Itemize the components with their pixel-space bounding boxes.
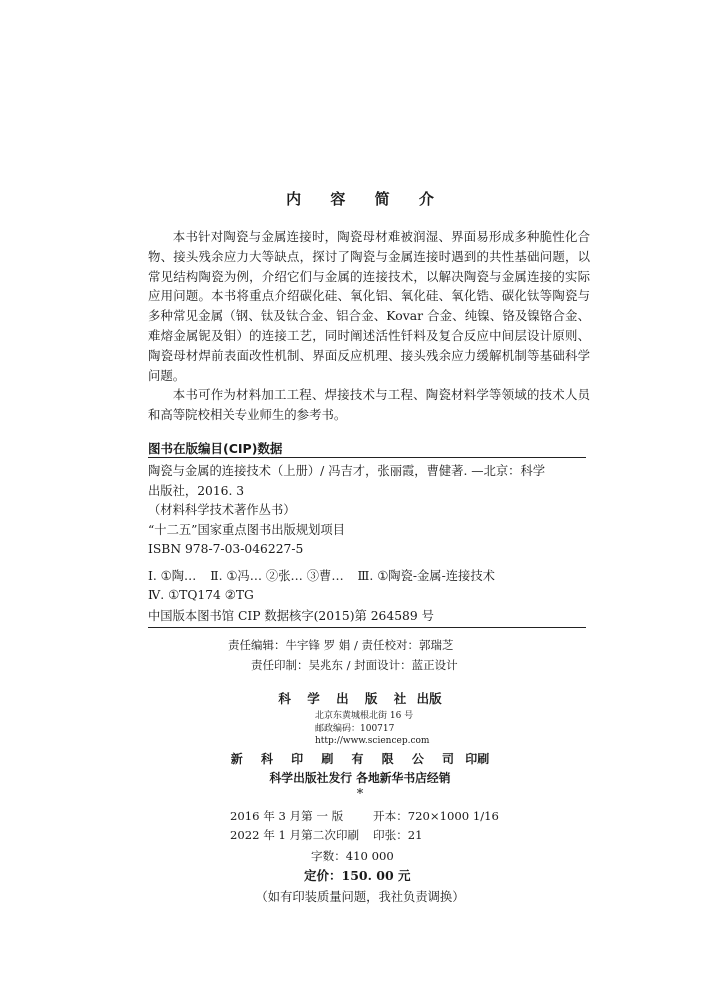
printer-suffix: 印刷 — [461, 752, 490, 766]
distribution-line: 科学出版社发行 各地新华书店经销 — [269, 771, 451, 785]
printer-name: 新 科 印 刷 有 限 公 司 — [230, 752, 462, 766]
price: 定价：150. 00 元 — [304, 868, 411, 883]
cip-title-line: 陶瓷与金属的连接技术（上册）/ 冯吉才，张丽霞，曹健著. —北京：科学 — [148, 464, 546, 478]
cip-series-line: （材料科学技术著作丛书） — [148, 503, 296, 517]
edition-second: 2022 年 1 月第二次印刷 — [230, 828, 360, 842]
cip-classification-line — [148, 567, 588, 587]
publisher-name: 科 学 出 版 社 — [278, 691, 413, 706]
cip-top-rule — [148, 457, 586, 458]
summary-paragraph-2: 本书可作为材料加工工程、焊接技术与工程、陶瓷材料学等领域的技术人员和高等院校相关专业师生的参考书。 — [148, 387, 590, 423]
cip-classification-line-2: Ⅳ. ①TQ174 ②TG — [148, 588, 254, 602]
publisher-url: http://www.sciencep.com — [315, 736, 430, 746]
editor-credits: 责任编辑：牛宇锋 罗 娟 / 责任校对：郭瑞芝 — [228, 638, 454, 652]
summary-title: 内 容 简 介 — [286, 190, 446, 208]
summary-paragraph-1: 本书针对陶瓷与金属连接时，陶瓷母材难被润湿、界面易形成多种脆性化合物、接头残余应力大等缺点，探讨了陶瓷与金属连接时遇到的共性基础问题，以常见结构陶瓷为例，介绍它们与金属的连接技术，以解决陶瓷与金属连接的实际应用问题。本书将重点介绍碳化硅、氧化铝、氧化硅、氧化锆、碳化钛等陶瓷与多种常见金属（钢、钛及钛合金、铝合金、Kovar 合金、纯镍、铬及镍铬合金、难熔金属铌及钼）的连接工艺，同时阐述活性钎料及复合反应中间层设计原则、陶瓷母材焊前表面改性机制、界面反应机理、接头残余应力缓解机制等基础科学问题。 — [148, 229, 590, 383]
cip-bottom-rule — [148, 627, 586, 628]
cip-class-1: Ⅰ. ①陶… — [148, 568, 197, 583]
cip-gap — [148, 560, 588, 567]
cip-record — [148, 462, 588, 606]
quality-note: （如有印装质量问题，我社负责调换） — [255, 890, 465, 904]
publisher-address: 北京东黄城根北街 16 号 — [315, 711, 414, 721]
edition-sheets: 印张：21 — [373, 828, 423, 842]
cip-class-3: Ⅲ. ①陶瓷-金属-连接技术 — [357, 568, 495, 583]
cip-publisher-line: 出版社，2016. 3 — [148, 483, 245, 498]
summary-block — [148, 227, 590, 425]
cip-isbn-line: ISBN 978-7-03-046227-5 — [148, 542, 304, 556]
publisher-postcode: 邮政编码：100717 — [315, 723, 395, 734]
edition-first: 2016 年 3 月第 一 版 — [230, 809, 344, 823]
publisher-address-block — [315, 710, 429, 748]
cip-data-number: 中国版本图书馆 CIP 数据核字(2015)第 264589 号 — [148, 609, 434, 623]
production-credits: 责任印制：吴兆东 / 封面设计：蓝正设计 — [251, 658, 458, 672]
cip-heading: 图书在版编目(CIP)数据 — [148, 441, 283, 456]
publisher-suffix: 出版 — [412, 691, 442, 706]
edition-format: 开本：720×1000 1/16 — [373, 809, 499, 823]
edition-words: 字数：410 000 — [311, 849, 394, 863]
publisher-line — [0, 689, 720, 707]
separator-star: * — [356, 787, 364, 802]
printer-line — [0, 750, 720, 767]
cip-project-line: “十二五”国家重点图书出版规划项目 — [148, 522, 346, 537]
cip-class-2: Ⅱ. ①冯… ②张… ③曹… — [210, 568, 344, 583]
